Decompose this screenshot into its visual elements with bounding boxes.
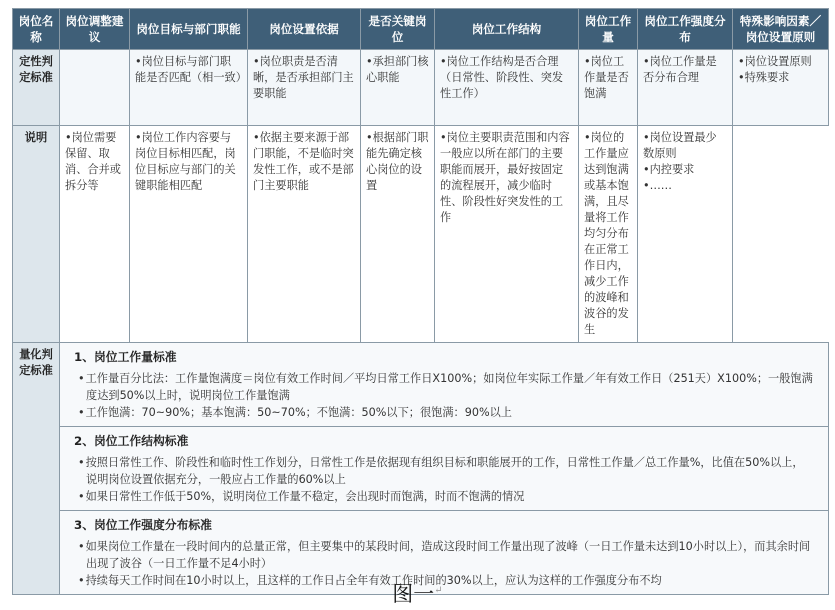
standards-table-container [12,8,828,595]
column-header: 岗位设置依据 [248,9,361,50]
qualitative-cell: •岗位目标与部门职能是否匹配（相一致） [130,50,248,126]
quant-section-title: 3、岗位工作强度分布标准 [74,518,212,532]
quant-line-text: 持续每天工作时间在10小时以上，且这样的工作日占全年有效工作时间的30%以上，应认为这样的工作强度分布不均 [85,574,662,587]
qualitative-cell [60,50,130,126]
quant-section-title: 2、岗位工作结构标准 [74,434,189,448]
notes-cell: •岗位工作内容要与岗位目标相匹配，岗位目标应与部门的关键职能相匹配 [130,126,248,343]
qualitative-cell: •岗位设置原则 •特殊要求 [733,50,829,126]
column-header: 特殊影响因素／岗位设置原则 [733,9,829,50]
quantitative-label: 量化判定标准 [13,343,60,595]
quant-line-text: 工作饱满：70~90%；基本饱满：50~70%；不饱满：50%以下；很饱满：90%以上 [85,406,512,419]
qualitative-row [13,50,829,126]
notes-row [13,126,829,343]
notes-cell: •依据主要来源于部门职能，不是临时突发性工作，或不是部门主要职能 [248,126,361,343]
figure-caption [0,578,835,608]
quant-line-text: 工作量百分比法：工作量饱满度＝岗位有效工作时间／平均日常工作日X100%；如岗位年实际工作量／年有效工作日（251天）X100%；一般饱满度达到50%以上时，说明岗位工作量饱满 [85,372,813,402]
notes-cell: •岗位需要保留、取消、合并或拆分等 [60,126,130,343]
notes-cell: •根据部门职能先确定核心岗位的设置 [361,126,435,343]
return-mark-icon: ↵ [434,585,443,596]
notes-label: 说明 [13,126,60,343]
quantitative-content [60,343,829,595]
notes-cell: •岗位主要职责范围和内容一般应以所在部门的主要职能而展开，最好按固定的流程展开，减少临时性、阶段性好突发性的工作 [435,126,579,343]
qualitative-label: 定性判定标准 [13,50,60,126]
position-standards-table [12,8,829,595]
column-header: 岗位名称 [13,9,60,50]
header-row [13,9,829,50]
quant-bullet-line [74,454,814,488]
column-header: 岗位目标与部门职能 [130,9,248,50]
column-header: 岗位工作结构 [435,9,579,50]
quant-bullet-line [74,370,814,404]
quant-line-text: 如果岗位工作量在一段时间内的总量正常，但主要集中的某段时间，造成这段时间工作量出现了波峰（一日工作量未达到10小时以上），而其余时间出现了波谷（一日工作量不足4小时） [85,540,811,570]
column-header: 岗位工作量 [579,9,638,50]
quant-line-text: 按照日常性工作、阶段性和临时性工作划分，日常性工作是依据现有组织目标和职能展开的工作，日常性工作量／总工作量%，比值在50%以上，说明岗位设置依据充分，一般应占工作量的60%以上 [85,456,804,486]
notes-cell: •岗位的工作量应达到饱满或基本饱满，且尽量将工作均匀分布在正常工作日内，减少工作的波峰和波谷的发生 [579,126,638,343]
quant-bullet-line [74,488,814,505]
quant-section [60,343,828,427]
qualitative-cell: •岗位工作量是否饱满 [579,50,638,126]
qualitative-cell: •岗位工作结构是否合理（日常性、阶段性、突发性工作） [435,50,579,126]
quant-bullet-line [74,404,814,421]
column-header: 岗位工作强度分布 [638,9,733,50]
qualitative-cell: •岗位工作量是否分布合理 [638,50,733,126]
quant-line-text: 如果日常性工作低于50%，说明岗位工作量不稳定，会出现时而饱满，时而不饱满的情况 [85,490,525,503]
qualitative-cell: •岗位职责是否清晰，是否承担部门主要职能 [248,50,361,126]
notes-cell: •岗位设置最少数原则 •内控要求 •…… [638,126,733,343]
qualitative-cell: •承担部门核心职能 [361,50,435,126]
quantitative-row [13,343,829,595]
quant-section [60,427,828,511]
caption-text: 图一 [392,582,435,606]
quant-section-title: 1、岗位工作量标准 [74,350,177,364]
column-header: 岗位调整建议 [60,9,130,50]
quant-bullet-line [74,538,814,572]
column-header: 是否关键岗位 [361,9,435,50]
